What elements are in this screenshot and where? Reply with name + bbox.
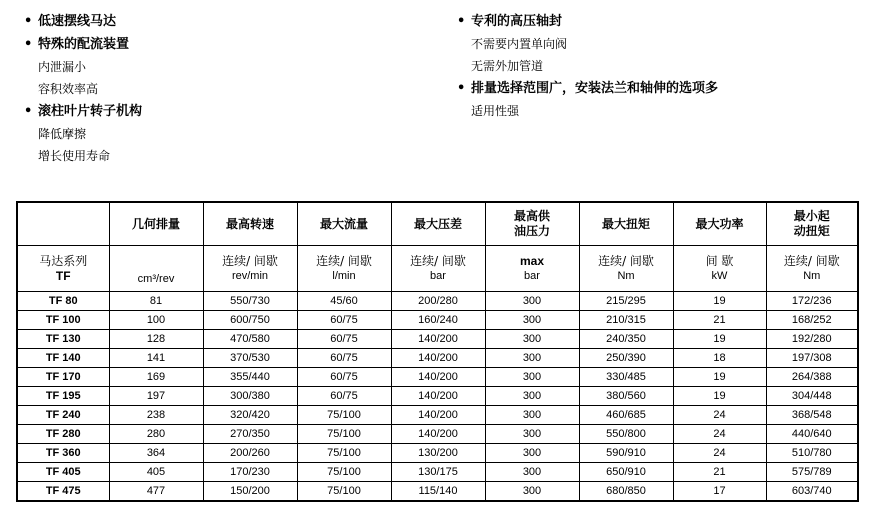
- value-cell: 192/280: [766, 330, 858, 349]
- unit-label: l/min: [332, 269, 356, 282]
- value-cell: 140/200: [391, 330, 485, 349]
- unit-header: [109, 246, 203, 292]
- table-row: [17, 349, 858, 368]
- features-left: [24, 0, 424, 167]
- value-cell: 75/100: [297, 463, 391, 482]
- feature-title: 低速摆线马达: [38, 14, 117, 29]
- unit-header: [391, 246, 485, 292]
- value-cell: 60/75: [297, 311, 391, 330]
- value-cell: 370/530: [203, 349, 297, 368]
- value-cell: 460/685: [579, 406, 673, 425]
- header-row-units: [17, 246, 858, 292]
- feature-detail: 不需要内置单向阀: [471, 37, 568, 51]
- value-cell: 680/850: [579, 482, 673, 502]
- unit-label: rev/min: [231, 269, 269, 282]
- spec-table-body: [17, 292, 858, 502]
- model-cell: TF 240: [17, 406, 109, 425]
- value-cell: 168/252: [766, 311, 858, 330]
- value-cell: 140/200: [391, 406, 485, 425]
- feature-detail: 无需外加管道: [471, 59, 544, 73]
- bullet-icon: •: [457, 14, 466, 29]
- value-cell: 81: [109, 292, 203, 311]
- value-cell: 75/100: [297, 425, 391, 444]
- value-cell: 45/60: [297, 292, 391, 311]
- series-label: 马达系列: [39, 253, 88, 268]
- model-cell: TF 475: [17, 482, 109, 502]
- mode-label: 连续/ 间歇: [598, 253, 654, 268]
- param-header: 最高供 油压力: [485, 202, 579, 246]
- spec-table: [16, 201, 859, 502]
- series-header: [17, 246, 109, 292]
- value-cell: 60/75: [297, 387, 391, 406]
- model-cell: TF 140: [17, 349, 109, 368]
- value-cell: 128: [109, 330, 203, 349]
- value-cell: 590/910: [579, 444, 673, 463]
- value-cell: 19: [673, 330, 766, 349]
- param-header: 最高转速: [203, 202, 297, 246]
- table-row: [17, 406, 858, 425]
- unit-header: [673, 246, 766, 292]
- feature-detail: 增长使用寿命: [38, 149, 111, 163]
- model-cell: TF 280: [17, 425, 109, 444]
- value-cell: 304/448: [766, 387, 858, 406]
- model-cell: TF 80: [17, 292, 109, 311]
- mode-label: 连续/ 间歇: [316, 253, 372, 268]
- table-row: [17, 292, 858, 311]
- value-cell: 197: [109, 387, 203, 406]
- feature-title: 特殊的配流装置: [38, 37, 130, 52]
- value-cell: 210/315: [579, 311, 673, 330]
- model-cell: TF 100: [17, 311, 109, 330]
- model-cell: TF 195: [17, 387, 109, 406]
- value-cell: 300: [485, 330, 579, 349]
- feature-distribution: [24, 33, 424, 100]
- value-cell: 75/100: [297, 406, 391, 425]
- value-cell: 368/548: [766, 406, 858, 425]
- table-row: [17, 482, 858, 502]
- value-cell: 169: [109, 368, 203, 387]
- value-cell: 380/560: [579, 387, 673, 406]
- bullet-icon: •: [24, 37, 33, 52]
- bullet-icon: •: [24, 104, 33, 119]
- mode-label: 连续/ 间歇: [783, 253, 840, 268]
- value-cell: 355/440: [203, 368, 297, 387]
- feature-title: 排量选择范围广，安装法兰和轴伸的选项多: [471, 81, 719, 96]
- value-cell: 300: [485, 349, 579, 368]
- feature-title: 滚柱叶片转子机构: [38, 104, 143, 119]
- value-cell: 21: [673, 463, 766, 482]
- unit-header: [579, 246, 673, 292]
- corner-header: [17, 202, 109, 246]
- value-cell: 575/789: [766, 463, 858, 482]
- value-cell: 170/230: [203, 463, 297, 482]
- value-cell: 140/200: [391, 387, 485, 406]
- value-cell: 264/388: [766, 368, 858, 387]
- value-cell: 300: [485, 463, 579, 482]
- table-row: [17, 444, 858, 463]
- unit-header: [766, 246, 858, 292]
- unit-label: kW: [711, 269, 728, 282]
- mode-label: 间 歇: [705, 253, 734, 268]
- value-cell: 364: [109, 444, 203, 463]
- value-cell: 19: [673, 387, 766, 406]
- value-cell: 115/140: [391, 482, 485, 502]
- value-cell: 470/580: [203, 330, 297, 349]
- value-cell: 141: [109, 349, 203, 368]
- bullet-icon: •: [24, 14, 33, 29]
- value-cell: 160/240: [391, 311, 485, 330]
- value-cell: 140/200: [391, 425, 485, 444]
- value-cell: 650/910: [579, 463, 673, 482]
- value-cell: 250/390: [579, 349, 673, 368]
- unit-label: bar: [524, 269, 540, 282]
- table-row: [17, 368, 858, 387]
- value-cell: 510/780: [766, 444, 858, 463]
- feature-shaft-seal: [457, 10, 857, 77]
- feature-detail: 降低摩擦: [38, 127, 87, 141]
- model-cell: TF 405: [17, 463, 109, 482]
- value-cell: 130/175: [391, 463, 485, 482]
- feature-displacement-options: [457, 77, 857, 122]
- model-cell: TF 360: [17, 444, 109, 463]
- value-cell: 550/800: [579, 425, 673, 444]
- table-row: [17, 311, 858, 330]
- value-cell: 19: [673, 292, 766, 311]
- value-cell: 75/100: [297, 482, 391, 502]
- value-cell: 60/75: [297, 368, 391, 387]
- param-header: 最大压差: [391, 202, 485, 246]
- value-cell: 300: [485, 311, 579, 330]
- value-cell: 24: [673, 425, 766, 444]
- param-header: 最大功率: [673, 202, 766, 246]
- value-cell: 150/200: [203, 482, 297, 502]
- mode-label: max: [519, 253, 545, 268]
- feature-title: 专利的高压轴封: [471, 14, 563, 29]
- table-row: [17, 387, 858, 406]
- value-cell: 19: [673, 368, 766, 387]
- value-cell: 600/750: [203, 311, 297, 330]
- table-row: [17, 425, 858, 444]
- table-row: [17, 330, 858, 349]
- value-cell: 24: [673, 444, 766, 463]
- value-cell: 300: [485, 444, 579, 463]
- value-cell: 60/75: [297, 330, 391, 349]
- value-cell: 280: [109, 425, 203, 444]
- value-cell: 300: [485, 387, 579, 406]
- value-cell: 300: [485, 406, 579, 425]
- value-cell: 60/75: [297, 349, 391, 368]
- value-cell: 240/350: [579, 330, 673, 349]
- value-cell: 405: [109, 463, 203, 482]
- value-cell: 18: [673, 349, 766, 368]
- value-cell: 550/730: [203, 292, 297, 311]
- value-cell: 300: [485, 368, 579, 387]
- feature-detail: 适用性强: [471, 104, 520, 118]
- value-cell: 215/295: [579, 292, 673, 311]
- value-cell: 75/100: [297, 444, 391, 463]
- value-cell: 300: [485, 425, 579, 444]
- unit-header: [485, 246, 579, 292]
- value-cell: 24: [673, 406, 766, 425]
- value-cell: 440/640: [766, 425, 858, 444]
- value-cell: 320/420: [203, 406, 297, 425]
- value-cell: 200/280: [391, 292, 485, 311]
- model-cell: TF 170: [17, 368, 109, 387]
- param-header: 最大扭矩: [579, 202, 673, 246]
- feature-roller-vane: [24, 100, 424, 167]
- value-cell: 300: [485, 292, 579, 311]
- mode-label: 连续/ 间歇: [222, 253, 278, 268]
- value-cell: 17: [673, 482, 766, 502]
- value-cell: 140/200: [391, 349, 485, 368]
- value-cell: 330/485: [579, 368, 673, 387]
- value-cell: 300/380: [203, 387, 297, 406]
- unit-label: bar: [430, 269, 446, 282]
- bullet-icon: •: [457, 81, 466, 96]
- table-row: [17, 463, 858, 482]
- value-cell: 477: [109, 482, 203, 502]
- feature-detail: 容积效率高: [38, 82, 99, 96]
- unit-label: cm³/rev: [137, 273, 175, 285]
- value-cell: 200/260: [203, 444, 297, 463]
- value-cell: 21: [673, 311, 766, 330]
- series-model: TF: [55, 268, 71, 283]
- value-cell: 172/236: [766, 292, 858, 311]
- value-cell: 197/308: [766, 349, 858, 368]
- feature-low-speed: [24, 10, 424, 33]
- features-right: [457, 0, 857, 122]
- value-cell: 270/350: [203, 425, 297, 444]
- value-cell: 100: [109, 311, 203, 330]
- value-cell: 300: [485, 482, 579, 502]
- feature-detail: 内泄漏小: [38, 60, 87, 74]
- unit-label: Nm: [803, 269, 821, 282]
- value-cell: 603/740: [766, 482, 858, 502]
- header-row-params: [17, 202, 858, 246]
- param-header: 最小起 动扭矩: [766, 202, 858, 246]
- mode-label: 连续/ 间歇: [410, 253, 466, 268]
- param-header: 最大流量: [297, 202, 391, 246]
- value-cell: 238: [109, 406, 203, 425]
- model-cell: TF 130: [17, 330, 109, 349]
- unit-header: [297, 246, 391, 292]
- value-cell: 140/200: [391, 368, 485, 387]
- unit-header: [203, 246, 297, 292]
- param-header: 几何排量: [109, 202, 203, 246]
- unit-label: Nm: [617, 269, 635, 282]
- value-cell: 130/200: [391, 444, 485, 463]
